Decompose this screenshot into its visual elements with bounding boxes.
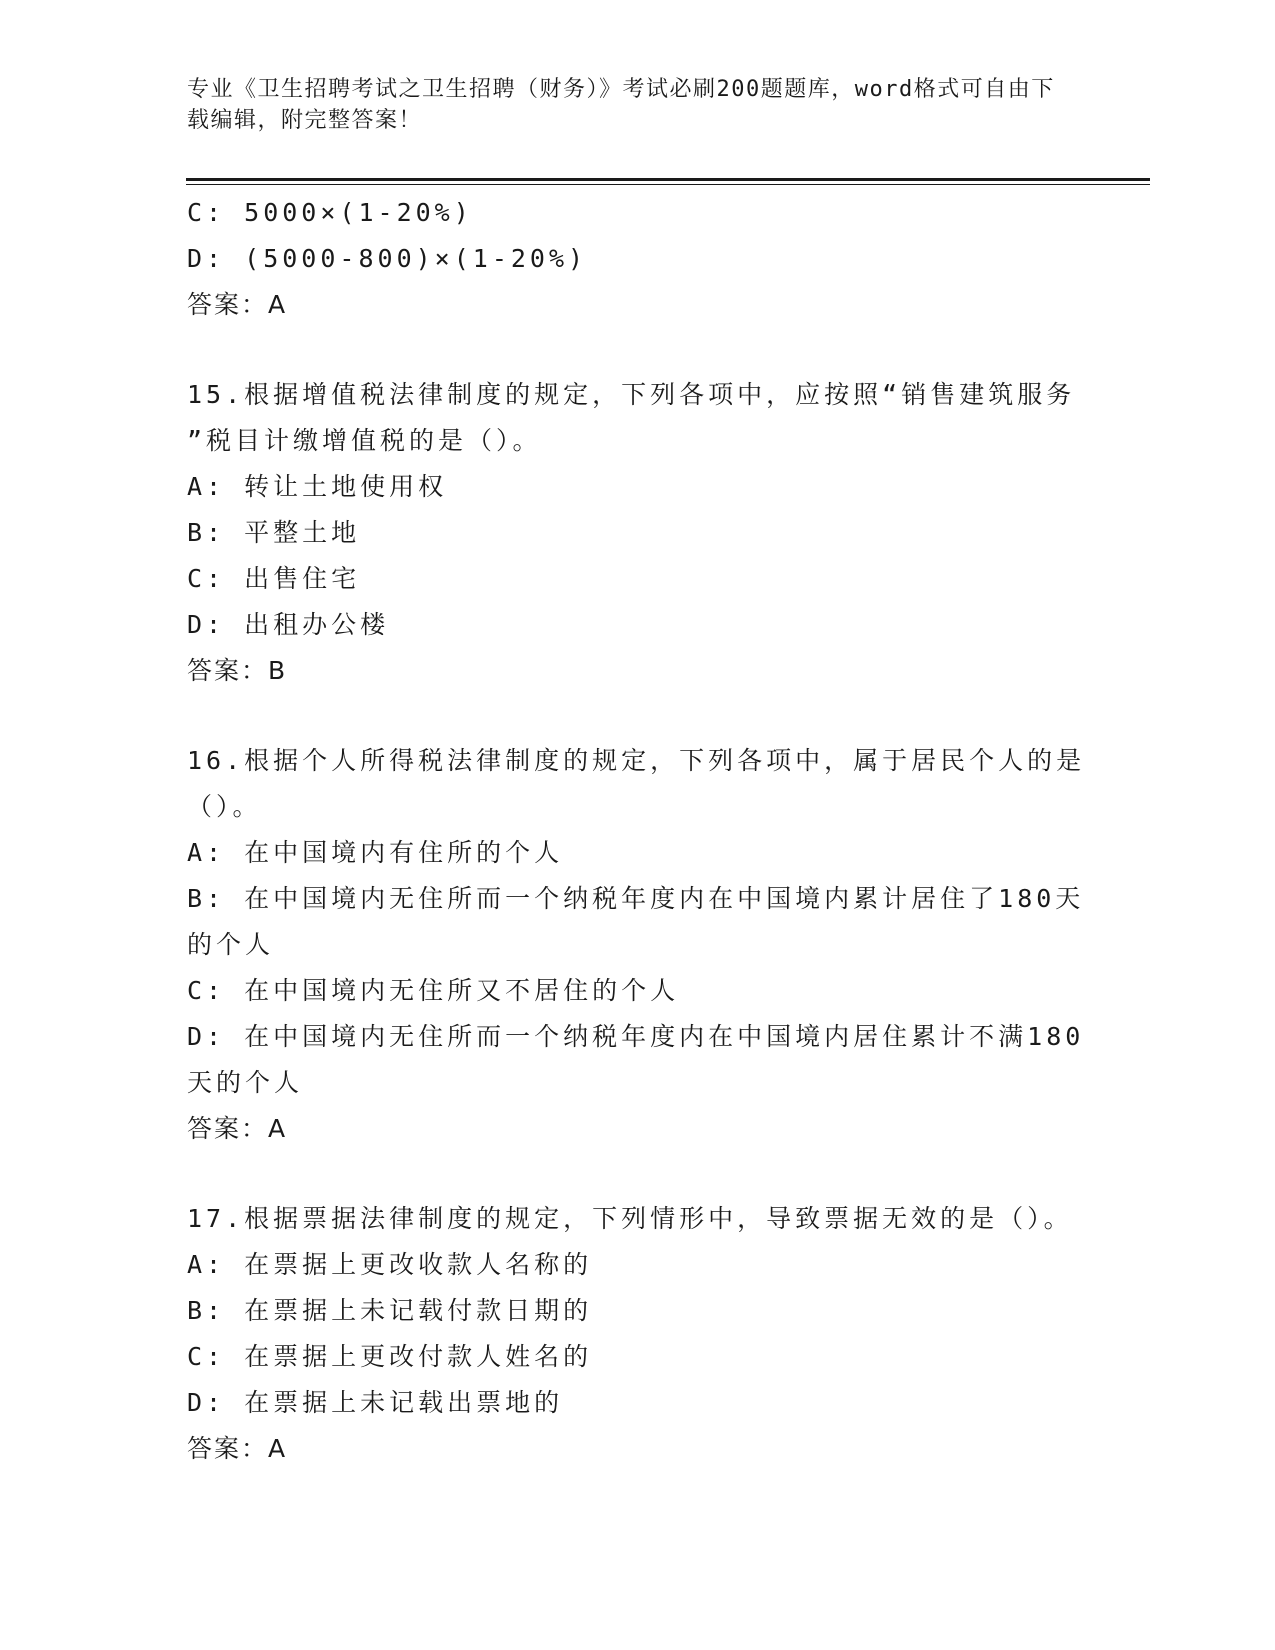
option-a: A: 在中国境内有住所的个人: [187, 838, 564, 867]
header-rule-thin: [186, 184, 1150, 185]
option-b: B: 在票据上未记载付款日期的: [187, 1296, 593, 1325]
option-d: D: 在中国境内无住所而一个纳税年度内在中国境内居住累计不满180: [187, 1022, 1085, 1051]
question-content: [187, 190, 1087, 1472]
question-15: [187, 372, 1087, 694]
answer-line: 答案：A: [187, 1114, 288, 1143]
answer-line: 答案：B: [187, 656, 288, 685]
document-header: 专业《卫生招聘考试之卫生招聘（财务）》考试必刷200题题库，word格式可自由下载编辑，附完整答案！: [187, 77, 1055, 133]
question-17: [187, 1196, 1087, 1472]
question-16: [187, 738, 1087, 1152]
option-c: C: 在票据上更改付款人姓名的: [187, 1342, 593, 1371]
spacer: [187, 1152, 1087, 1196]
option-d: D: 出租办公楼: [187, 610, 390, 639]
spacer: [187, 694, 1087, 738]
question-stem: ”税目计缴增值税的是（）。: [187, 426, 542, 455]
header-rule-thick: [186, 178, 1150, 181]
question-stem: 15.根据增值税法律制度的规定，下列各项中，应按照“销售建筑服务: [187, 380, 1076, 409]
partial-question: [187, 190, 1087, 328]
option-c: C: 出售住宅: [187, 564, 361, 593]
option-b: B: 平整土地: [187, 518, 361, 547]
option-d: D: 在票据上未记载出票地的: [187, 1388, 564, 1417]
option-a: A: 在票据上更改收款人名称的: [187, 1250, 593, 1279]
option-c: C: 在中国境内无住所又不居住的个人: [187, 976, 680, 1005]
option-c: C: 5000×(1-20%): [187, 198, 473, 227]
spacer: [187, 328, 1087, 372]
option-d: D: (5000-800)×(1-20%): [187, 244, 588, 273]
question-stem: 16.根据个人所得税法律制度的规定，下列各项中，属于居民个人的是: [187, 746, 1086, 775]
question-stem: 17.根据票据法律制度的规定，下列情形中，导致票据无效的是（）。: [187, 1204, 1073, 1233]
answer-line: 答案：A: [187, 1434, 288, 1463]
option-d-cont: 天的个人: [187, 1068, 304, 1097]
option-a: A: 转让土地使用权: [187, 472, 448, 501]
option-b-cont: 的个人: [187, 930, 275, 959]
answer-line: 答案：A: [187, 290, 288, 319]
question-stem: （）。: [187, 792, 262, 821]
option-b: B: 在中国境内无住所而一个纳税年度内在中国境内累计居住了180天: [187, 884, 1085, 913]
